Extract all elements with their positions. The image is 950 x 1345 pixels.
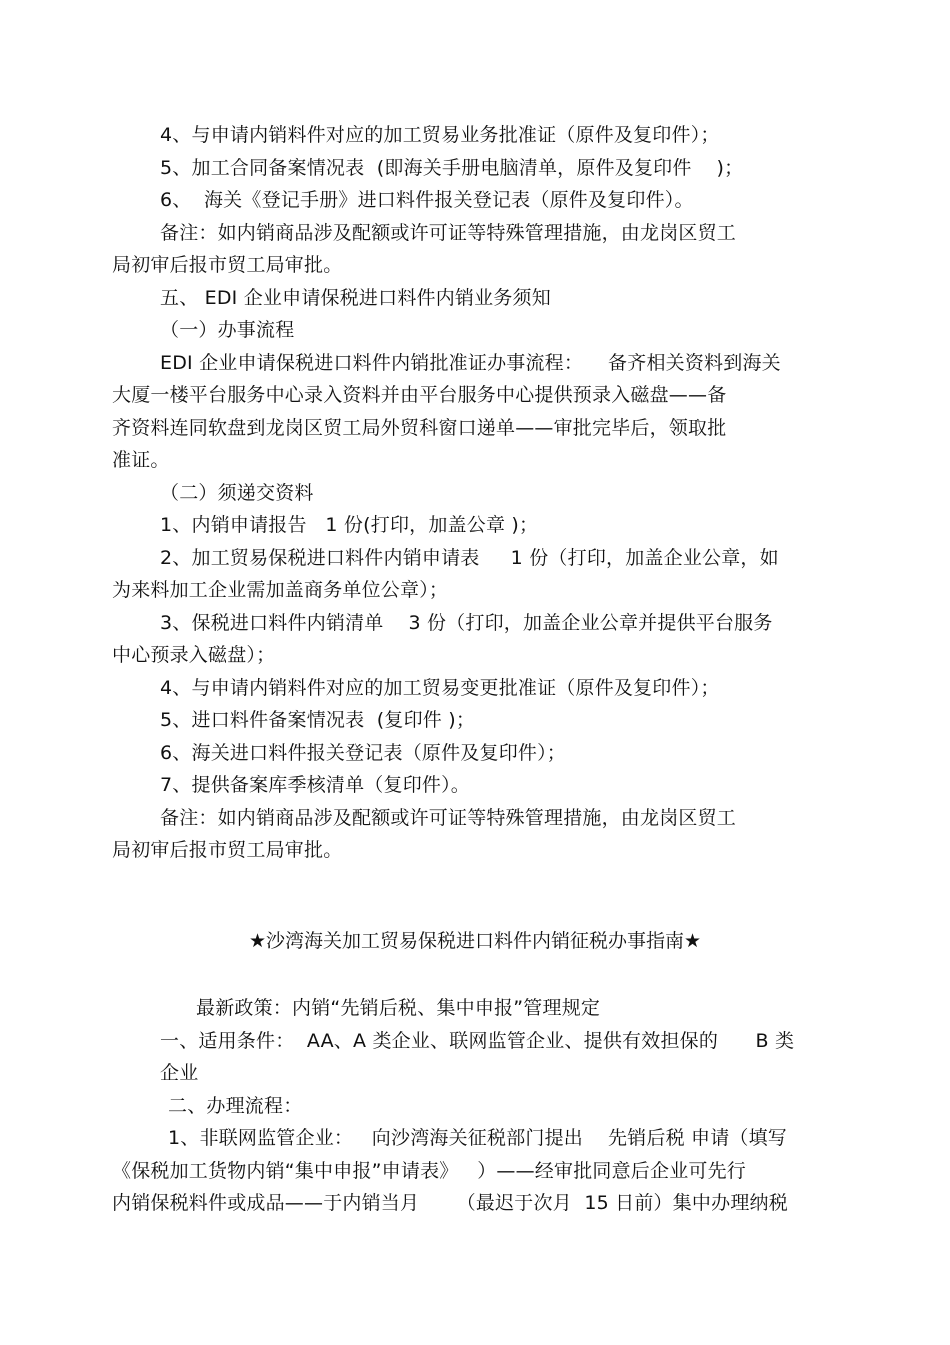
text-line: 备注：如内销商品涉及配额或许可证等特殊管理措施，由龙岗区贸工	[160, 807, 737, 829]
text-line: 大厦一楼平台服务中心录入资料并由平台服务中心提供预录入磁盘——备	[112, 384, 727, 406]
list-item-continued: 为来料加工企业需加盖商务单位公章）；	[112, 579, 449, 601]
text-line: 4、与申请内销料件对应的加工贸易业务批准证（原件及复印件）；	[160, 124, 720, 146]
text-line: 齐资料连同软盘到龙岗区贸工局外贸科窗口递单——审批完毕后，领取批	[112, 417, 727, 439]
text-line: 准证。	[112, 449, 170, 471]
text-line: 6、 海关《登记手册》进口料件报关登记表（原件及复印件）。	[160, 189, 694, 211]
list-item: 4、与申请内销料件对应的加工贸易变更批准证（原件及复印件）；	[160, 677, 720, 699]
text-line: 局初审后报市贸工局审批。	[112, 839, 343, 861]
text-line: EDI 企业申请保税进口料件内销批准证办事流程： 备齐相关资料到海关	[160, 352, 781, 374]
list-item: 1、内销申请报告 1 份(打印，加盖公章 )；	[160, 514, 539, 536]
list-item: 6、海关进口料件报关登记表（原件及复印件）；	[160, 742, 566, 764]
text-line: 内销保税料件或成品——于内销当月 （最迟于次月 15 日前）集中办理纳税	[112, 1192, 788, 1214]
list-item: 7、提供备案库季核清单（复印件）。	[160, 774, 470, 796]
text-line: 5、加工合同备案情况表 (即海关手册电脑清单，原件及复印件 )；	[160, 157, 744, 179]
text-line: 局初审后报市贸工局审批。	[112, 254, 343, 276]
text-line: 企业	[160, 1062, 199, 1084]
text-line: 1、非联网监管企业： 向沙湾海关征税部门提出 先销后税 申请（填写	[168, 1127, 788, 1149]
list-item: 5、进口料件备案情况表 (复印件 )；	[160, 709, 476, 731]
subsection-heading: （二）须递交资料	[160, 482, 314, 504]
text-line: 最新政策：内销“先销后税、集中申报”管理规定	[196, 997, 601, 1019]
section-title: ★沙湾海关加工贸易保税进口料件内销征税办事指南★	[248, 930, 702, 952]
list-item: 2、加工贸易保税进口料件内销申请表 1 份（打印，加盖企业公章，如	[160, 547, 779, 569]
list-item-continued: 中心预录入磁盘）；	[112, 644, 276, 666]
text-line: 《保税加工货物内销“集中申报”申请表》 ）——经审批同意后企业可先行	[112, 1160, 747, 1182]
text-line: 二、办理流程：	[168, 1095, 303, 1117]
list-item: 3、保税进口料件内销清单 3 份（打印，加盖企业公章并提供平台服务	[160, 612, 773, 634]
text-line: 一、适用条件： AA、A 类企业、联网监管企业、提供有效担保的 B 类	[160, 1030, 795, 1052]
section-heading: 五、 EDI 企业申请保税进口料件内销业务须知	[160, 287, 551, 309]
text-line: 备注：如内销商品涉及配额或许可证等特殊管理措施，由龙岗区贸工	[160, 222, 737, 244]
subsection-heading: （一）办事流程	[160, 319, 295, 341]
